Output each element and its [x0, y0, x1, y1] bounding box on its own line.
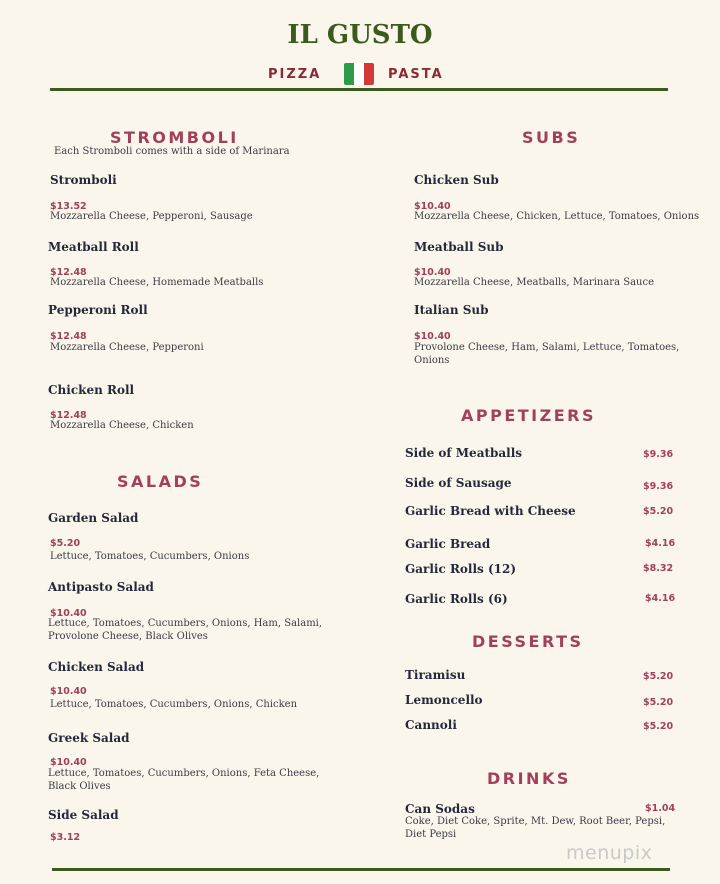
menu-item-price: $5.20	[643, 697, 674, 708]
menu-item-name: Chicken Sub	[414, 173, 499, 187]
menu-item-price: $9.36	[643, 481, 674, 492]
menu-item-price: $10.40	[414, 201, 451, 212]
menu-item-description: Mozzarella Cheese, Chicken	[50, 420, 194, 431]
bottom-divider	[52, 868, 670, 871]
menu-item-name: Cannoli	[405, 718, 457, 732]
menu-item-name: Side Salad	[48, 808, 119, 822]
subtitle-row	[0, 63, 720, 87]
subs-heading: SUBS	[522, 128, 581, 147]
flag-green-stripe	[344, 63, 354, 85]
drinks-heading: DRINKS	[487, 769, 571, 788]
description-line: Lettuce, Tomatoes, Cucumbers, Onions, Feta Cheese,	[48, 768, 320, 779]
menu-item-price: $13.52	[50, 201, 87, 212]
menu-item-name: Garlic Rolls (6)	[405, 592, 508, 606]
description-line: Onions	[414, 355, 450, 366]
description-line: Lettuce, Tomatoes, Cucumbers, Onions, Ham, Salami,	[48, 618, 323, 629]
menu-item-description: Mozzarella Cheese, Pepperoni, Sausage	[50, 211, 253, 222]
menu-item-name: Garden Salad	[48, 511, 139, 525]
stromboli-note: Each Stromboli comes with a side of Marinara	[54, 146, 290, 157]
menu-item-price: $10.40	[50, 757, 87, 768]
menu-item-name: Side of Sausage	[405, 476, 512, 490]
menu-item-price: $10.40	[50, 608, 87, 619]
menu-item-name: Meatball Sub	[414, 240, 504, 254]
menu-item-price: $10.40	[414, 267, 451, 278]
menu-item-name: Italian Sub	[414, 303, 489, 317]
menu-item-description	[414, 341, 679, 367]
flag-white-stripe	[354, 63, 364, 85]
menu-item-price: $12.48	[50, 331, 87, 342]
menu-item-name: Tiramisu	[405, 668, 466, 682]
menu-item-name: Can Sodas	[405, 802, 475, 816]
menu-item-price: $12.48	[50, 410, 87, 421]
pasta-label: PASTA	[388, 67, 444, 82]
menu-item-price: $5.20	[643, 506, 674, 517]
desserts-heading: DESSERTS	[472, 632, 584, 651]
menu-item-price: $5.20	[643, 721, 674, 732]
menu-item-name: Garlic Bread with Cheese	[405, 504, 576, 518]
pizza-label: PIZZA	[268, 67, 322, 82]
menu-item-price: $12.48	[50, 267, 87, 278]
menupix-watermark: menupix	[566, 842, 653, 864]
menu-item-price: $8.32	[643, 563, 674, 574]
menu-item-name: Pepperoni Roll	[48, 303, 148, 317]
description-line: Provolone Cheese, Black Olives	[48, 631, 208, 642]
menu-item-description: Mozzarella Cheese, Meatballs, Marinara Sauce	[414, 277, 654, 288]
menu-item-description: Mozzarella Cheese, Pepperoni	[50, 342, 204, 353]
salads-heading: SALADS	[117, 472, 204, 491]
restaurant-title: IL GUSTO	[287, 20, 433, 50]
menu-item-name: Chicken Roll	[48, 383, 135, 397]
menu-item-name: Garlic Rolls (12)	[405, 562, 517, 576]
menu-item-price: $5.20	[50, 538, 81, 549]
top-divider	[50, 88, 668, 91]
flag-red-stripe	[364, 63, 374, 85]
menu-item-name: Side of Meatballs	[405, 446, 523, 460]
appetizers-heading: APPETIZERS	[461, 406, 597, 425]
menu-item-price: $1.04	[645, 803, 676, 814]
menu-item-price: $10.40	[414, 331, 451, 342]
menu-item-name: Greek Salad	[48, 731, 130, 745]
description-line: Diet Pepsi	[405, 829, 457, 840]
menu-item-name: Meatball Roll	[48, 240, 139, 254]
description-line: Black Olives	[48, 781, 111, 792]
menu-item-name: Stromboli	[50, 173, 117, 187]
menu-item-description	[48, 617, 322, 643]
menu-item-price: $9.36	[643, 449, 674, 460]
menu-item-description	[405, 815, 665, 841]
description-line: Coke, Diet Coke, Sprite, Mt. Dew, Root Beer, Pepsi,	[405, 816, 666, 827]
menu-item-price: $3.12	[50, 832, 81, 843]
menu-item-price: $10.40	[50, 686, 87, 697]
menu-item-price: $4.16	[645, 538, 676, 549]
menu-item-name: Chicken Salad	[48, 660, 145, 674]
menu-item-price: $5.20	[643, 671, 674, 682]
menu-item-name: Lemoncello	[405, 693, 483, 707]
italian-flag-icon	[344, 63, 374, 85]
menu-item-description	[48, 767, 319, 793]
stromboli-heading: STROMBOLI	[110, 128, 239, 147]
menu-item-description: Lettuce, Tomatoes, Cucumbers, Onions, Chicken	[50, 699, 298, 710]
menu-item-description: Lettuce, Tomatoes, Cucumbers, Onions	[50, 551, 250, 562]
menu-item-name: Garlic Bread	[405, 537, 491, 551]
menu-item-description: Mozzarella Cheese, Homemade Meatballs	[50, 277, 264, 288]
menu-item-name: Antipasto Salad	[48, 580, 154, 594]
description-line: Provolone Cheese, Ham, Salami, Lettuce, Tomatoes,	[414, 342, 680, 353]
menu-item-price: $4.16	[645, 593, 676, 604]
menu-item-description: Mozzarella Cheese, Chicken, Lettuce, Tomatoes, Onions	[414, 211, 700, 222]
